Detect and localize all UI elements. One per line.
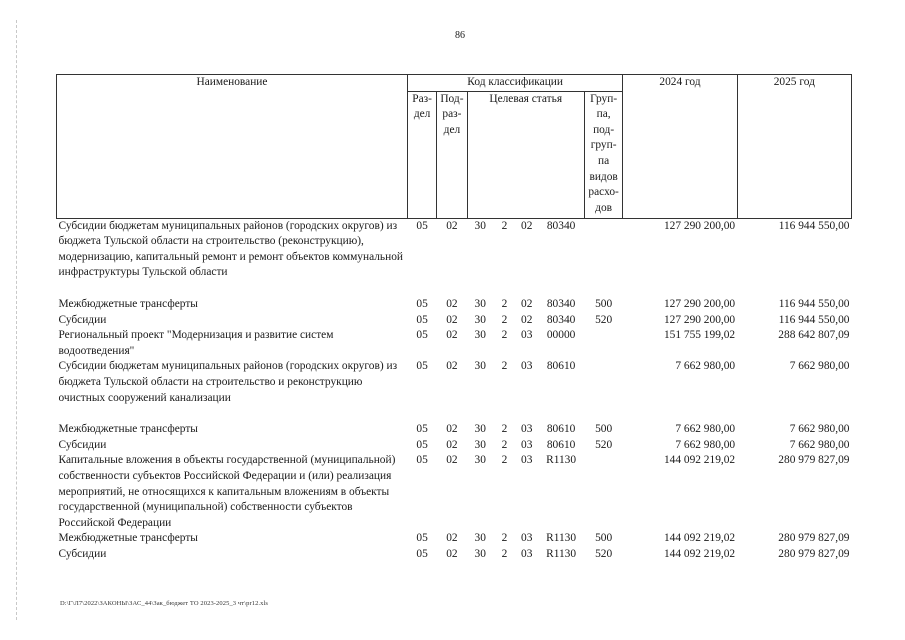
row-name: Межбюджетные трансферты <box>58 423 198 436</box>
row-target-3: 03 <box>521 532 533 545</box>
row-target-4: 80340 <box>546 219 576 232</box>
row-target-4: R1130 <box>546 547 577 560</box>
row-name: Межбюджетные трансферты <box>58 297 198 310</box>
row-podrazdel: 02 <box>446 438 458 451</box>
row-target-2: 2 <box>501 297 508 310</box>
row-expense-group: 500 <box>595 297 613 310</box>
row-target-3: 03 <box>521 547 533 560</box>
row-target-2: 2 <box>501 219 508 232</box>
row-expense-group <box>584 218 623 297</box>
row-amount-2025: 280 979 827,09 <box>778 547 850 560</box>
row-amount-2025: 7 662 980,00 <box>789 360 850 373</box>
row-expense-group: 500 <box>595 532 613 545</box>
row-target-2: 2 <box>501 532 508 545</box>
row-target-2: 2 <box>501 329 508 342</box>
row-razdel: 05 <box>416 360 428 373</box>
row-target-2: 2 <box>501 360 508 373</box>
row-target-3: 03 <box>521 438 533 451</box>
row-amount-2024: 7 662 980,00 <box>675 423 736 436</box>
row-podrazdel: 02 <box>446 360 458 373</box>
row-target-4: 80610 <box>546 423 576 436</box>
row-target-2: 2 <box>501 454 508 467</box>
row-expense-group <box>584 359 623 422</box>
row-amount-2024: 144 092 219,02 <box>663 532 736 545</box>
row-razdel: 05 <box>416 454 428 467</box>
row-target-1: 30 <box>474 532 486 545</box>
margin-ticks <box>16 20 19 620</box>
table-row <box>57 313 852 329</box>
row-expense-group: 520 <box>595 313 613 326</box>
header-podrazdel: Под- раз- дел <box>437 91 467 218</box>
row-expense-group <box>584 453 623 531</box>
row-podrazdel: 02 <box>446 219 458 232</box>
row-podrazdel: 02 <box>446 454 458 467</box>
row-target-1: 30 <box>474 454 486 467</box>
row-podrazdel: 02 <box>446 547 458 560</box>
row-razdel: 05 <box>416 547 428 560</box>
row-amount-2024: 144 092 219,02 <box>663 454 736 467</box>
header-name: Наименование <box>57 75 408 219</box>
footer-file-path: D:\Г\Л7\2022\ЗАКОНЫ\ЗАС_44\Зак_бюджет ТО 2023-2025_3 чт\pr12.xls <box>60 600 269 607</box>
row-name: Субсидии <box>58 547 107 560</box>
row-target-2: 2 <box>501 423 508 436</box>
header-year-2025: 2025 год <box>737 75 851 219</box>
row-amount-2025: 116 944 550,00 <box>778 313 850 326</box>
row-target-4: R1130 <box>546 532 577 545</box>
row-expense-group: 520 <box>595 438 613 451</box>
row-amount-2024: 127 290 200,00 <box>663 297 736 310</box>
page-number: 86 <box>455 30 465 41</box>
table-row <box>57 422 852 438</box>
row-amount-2024: 144 092 219,02 <box>663 547 736 560</box>
table-row <box>57 359 852 422</box>
row-amount-2025: 288 642 807,09 <box>778 329 850 342</box>
row-name: Субсидии <box>58 438 107 451</box>
row-name: Капитальные вложения в объекты государственной (муниципальной) собственности субъектов Российской Федерации и (или) реализация мероприятий, не относящихся к капитальным вложениям в объекты государственной (муниципальной) собственности субъектов Российской Федерации <box>58 454 396 529</box>
row-podrazdel: 02 <box>446 532 458 545</box>
table-row <box>57 438 852 454</box>
header-row-1 <box>57 75 852 92</box>
row-target-1: 30 <box>474 438 486 451</box>
row-podrazdel: 02 <box>446 423 458 436</box>
budget-table <box>56 74 852 562</box>
row-target-3: 02 <box>521 313 533 326</box>
row-podrazdel: 02 <box>446 297 458 310</box>
row-target-1: 30 <box>474 329 486 342</box>
row-target-1: 30 <box>474 547 486 560</box>
row-amount-2024: 127 290 200,00 <box>663 219 736 232</box>
row-target-3: 03 <box>521 329 533 342</box>
row-expense-group: 520 <box>595 547 613 560</box>
row-name: Межбюджетные трансферты <box>58 532 198 545</box>
table-row <box>57 328 852 359</box>
row-target-4: R1130 <box>546 454 577 467</box>
row-name: Субсидии бюджетам муниципальных районов (городских округов) из бюджета Тульской области на строительство (реконструкцию), модернизацию, капитальный ремонт и ремонт объектов коммунальной инфраструктуры Тульской области <box>58 219 404 279</box>
table-row <box>57 218 852 297</box>
table-row <box>57 297 852 313</box>
row-target-4: 00000 <box>546 329 576 342</box>
table-row <box>57 453 852 531</box>
row-razdel: 05 <box>416 297 428 310</box>
row-amount-2025: 280 979 827,09 <box>778 532 850 545</box>
row-target-3: 02 <box>521 219 533 232</box>
row-amount-2025: 116 944 550,00 <box>778 219 850 232</box>
row-expense-group <box>584 328 623 359</box>
row-amount-2025: 7 662 980,00 <box>789 438 850 451</box>
row-target-3: 03 <box>521 423 533 436</box>
row-razdel: 05 <box>416 329 428 342</box>
header-expense-group: Груп- па, под- груп- па видов расхо- дов <box>584 91 623 218</box>
row-target-1: 30 <box>474 297 486 310</box>
row-target-2: 2 <box>501 438 508 451</box>
row-target-4: 80610 <box>546 438 576 451</box>
row-razdel: 05 <box>416 219 428 232</box>
row-razdel: 05 <box>416 438 428 451</box>
row-amount-2025: 116 944 550,00 <box>778 297 850 310</box>
table-row <box>57 547 852 563</box>
row-amount-2024: 7 662 980,00 <box>675 438 736 451</box>
header-year-2024: 2024 год <box>623 75 737 219</box>
table-row <box>57 531 852 547</box>
row-razdel: 05 <box>416 423 428 436</box>
row-target-2: 2 <box>501 313 508 326</box>
row-target-1: 30 <box>474 360 486 373</box>
row-expense-group: 500 <box>595 423 613 436</box>
row-razdel: 05 <box>416 313 428 326</box>
row-target-1: 30 <box>474 219 486 232</box>
row-amount-2024: 7 662 980,00 <box>675 360 736 373</box>
row-target-3: 03 <box>521 360 533 373</box>
row-target-4: 80610 <box>546 360 576 373</box>
row-name: Региональный проект "Модернизация и развитие систем водоотведения" <box>58 329 334 357</box>
row-target-4: 80340 <box>546 313 576 326</box>
row-amount-2024: 151 755 199,02 <box>663 329 736 342</box>
row-name: Субсидии <box>58 313 107 326</box>
row-name: Субсидии бюджетам муниципальных районов (городских округов) из бюджета Тульской области на строительство и реконструкцию очистных сооружений канализации <box>58 360 398 404</box>
row-amount-2024: 127 290 200,00 <box>663 313 736 326</box>
row-target-2: 2 <box>501 547 508 560</box>
row-podrazdel: 02 <box>446 329 458 342</box>
row-target-3: 03 <box>521 454 533 467</box>
header-razdel: Раз- дел <box>407 91 436 218</box>
table-body <box>57 218 852 562</box>
row-podrazdel: 02 <box>446 313 458 326</box>
header-code-group: Код классификации <box>407 75 622 92</box>
row-target-3: 02 <box>521 297 533 310</box>
row-target-1: 30 <box>474 423 486 436</box>
row-amount-2025: 7 662 980,00 <box>789 423 850 436</box>
row-target-4: 80340 <box>546 297 576 310</box>
row-amount-2025: 280 979 827,09 <box>778 454 850 467</box>
header-target-article: Целевая статья <box>467 91 584 218</box>
row-razdel: 05 <box>416 532 428 545</box>
row-target-1: 30 <box>474 313 486 326</box>
